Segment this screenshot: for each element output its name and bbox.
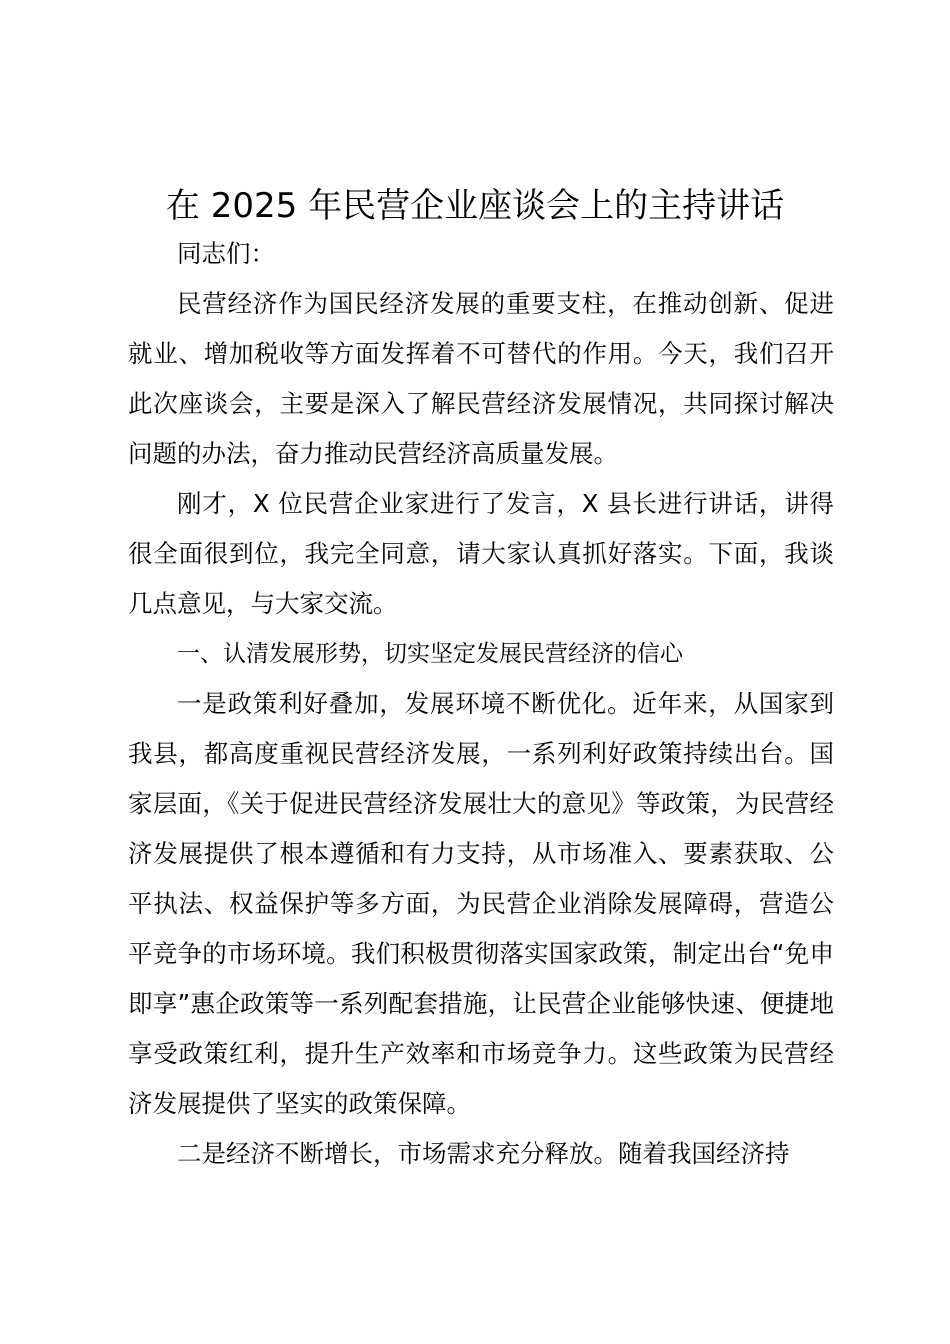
document-body: [128, 229, 834, 1179]
greeting-paragraph: 同志们：: [177, 239, 275, 268]
intro-paragraph: 民营经济作为国民经济发展的重要支柱，在推动创新、促进就业、增加税收等方面发挥着不可替代的作用。今天，我们召开此次座谈会，主要是深入了解民营经济发展情况，共同探讨解决问题的办法，奋力推动民营经济高质量发展。: [128, 289, 834, 468]
point-two-paragraph: 二是经济不断增长，市场需求充分释放。随着我国经济持: [177, 1139, 790, 1168]
point-one-paragraph: 一是政策利好叠加，发展环境不断优化。近年来，从国家到我县，都高度重视民营经济发展，一系列利好政策持续出台。国家层面，《关于促进民营经济发展壮大的意见》等政策，为民营经济发展提供了根本遵循和有力支持，从市场准入、要素获取、公平执法、权益保护等多方面，为民营企业消除发展障碍，营造公平竞争的市场环境。我们积极贯彻落实国家政策，制定出台“免申即享”惠企政策等一系列配套措施，让民营企业能够快速、便捷地享受政策红利，提升生产效率和市场竞争力。这些政策为民营经济发展提供了坚实的政策保障。: [128, 689, 834, 1118]
remarks-paragraph: 刚才，X 位民营企业家进行了发言，X 县长进行讲话，讲得很全面很到位，我完全同意，请大家认真抓好落实。下面，我谈几点意见，与大家交流。: [128, 489, 834, 618]
document-title: 在 2025 年民营企业座谈会上的主持讲话: [165, 186, 785, 226]
section-heading: 一、认清发展形势，切实坚定发展民营经济的信心: [177, 641, 683, 667]
